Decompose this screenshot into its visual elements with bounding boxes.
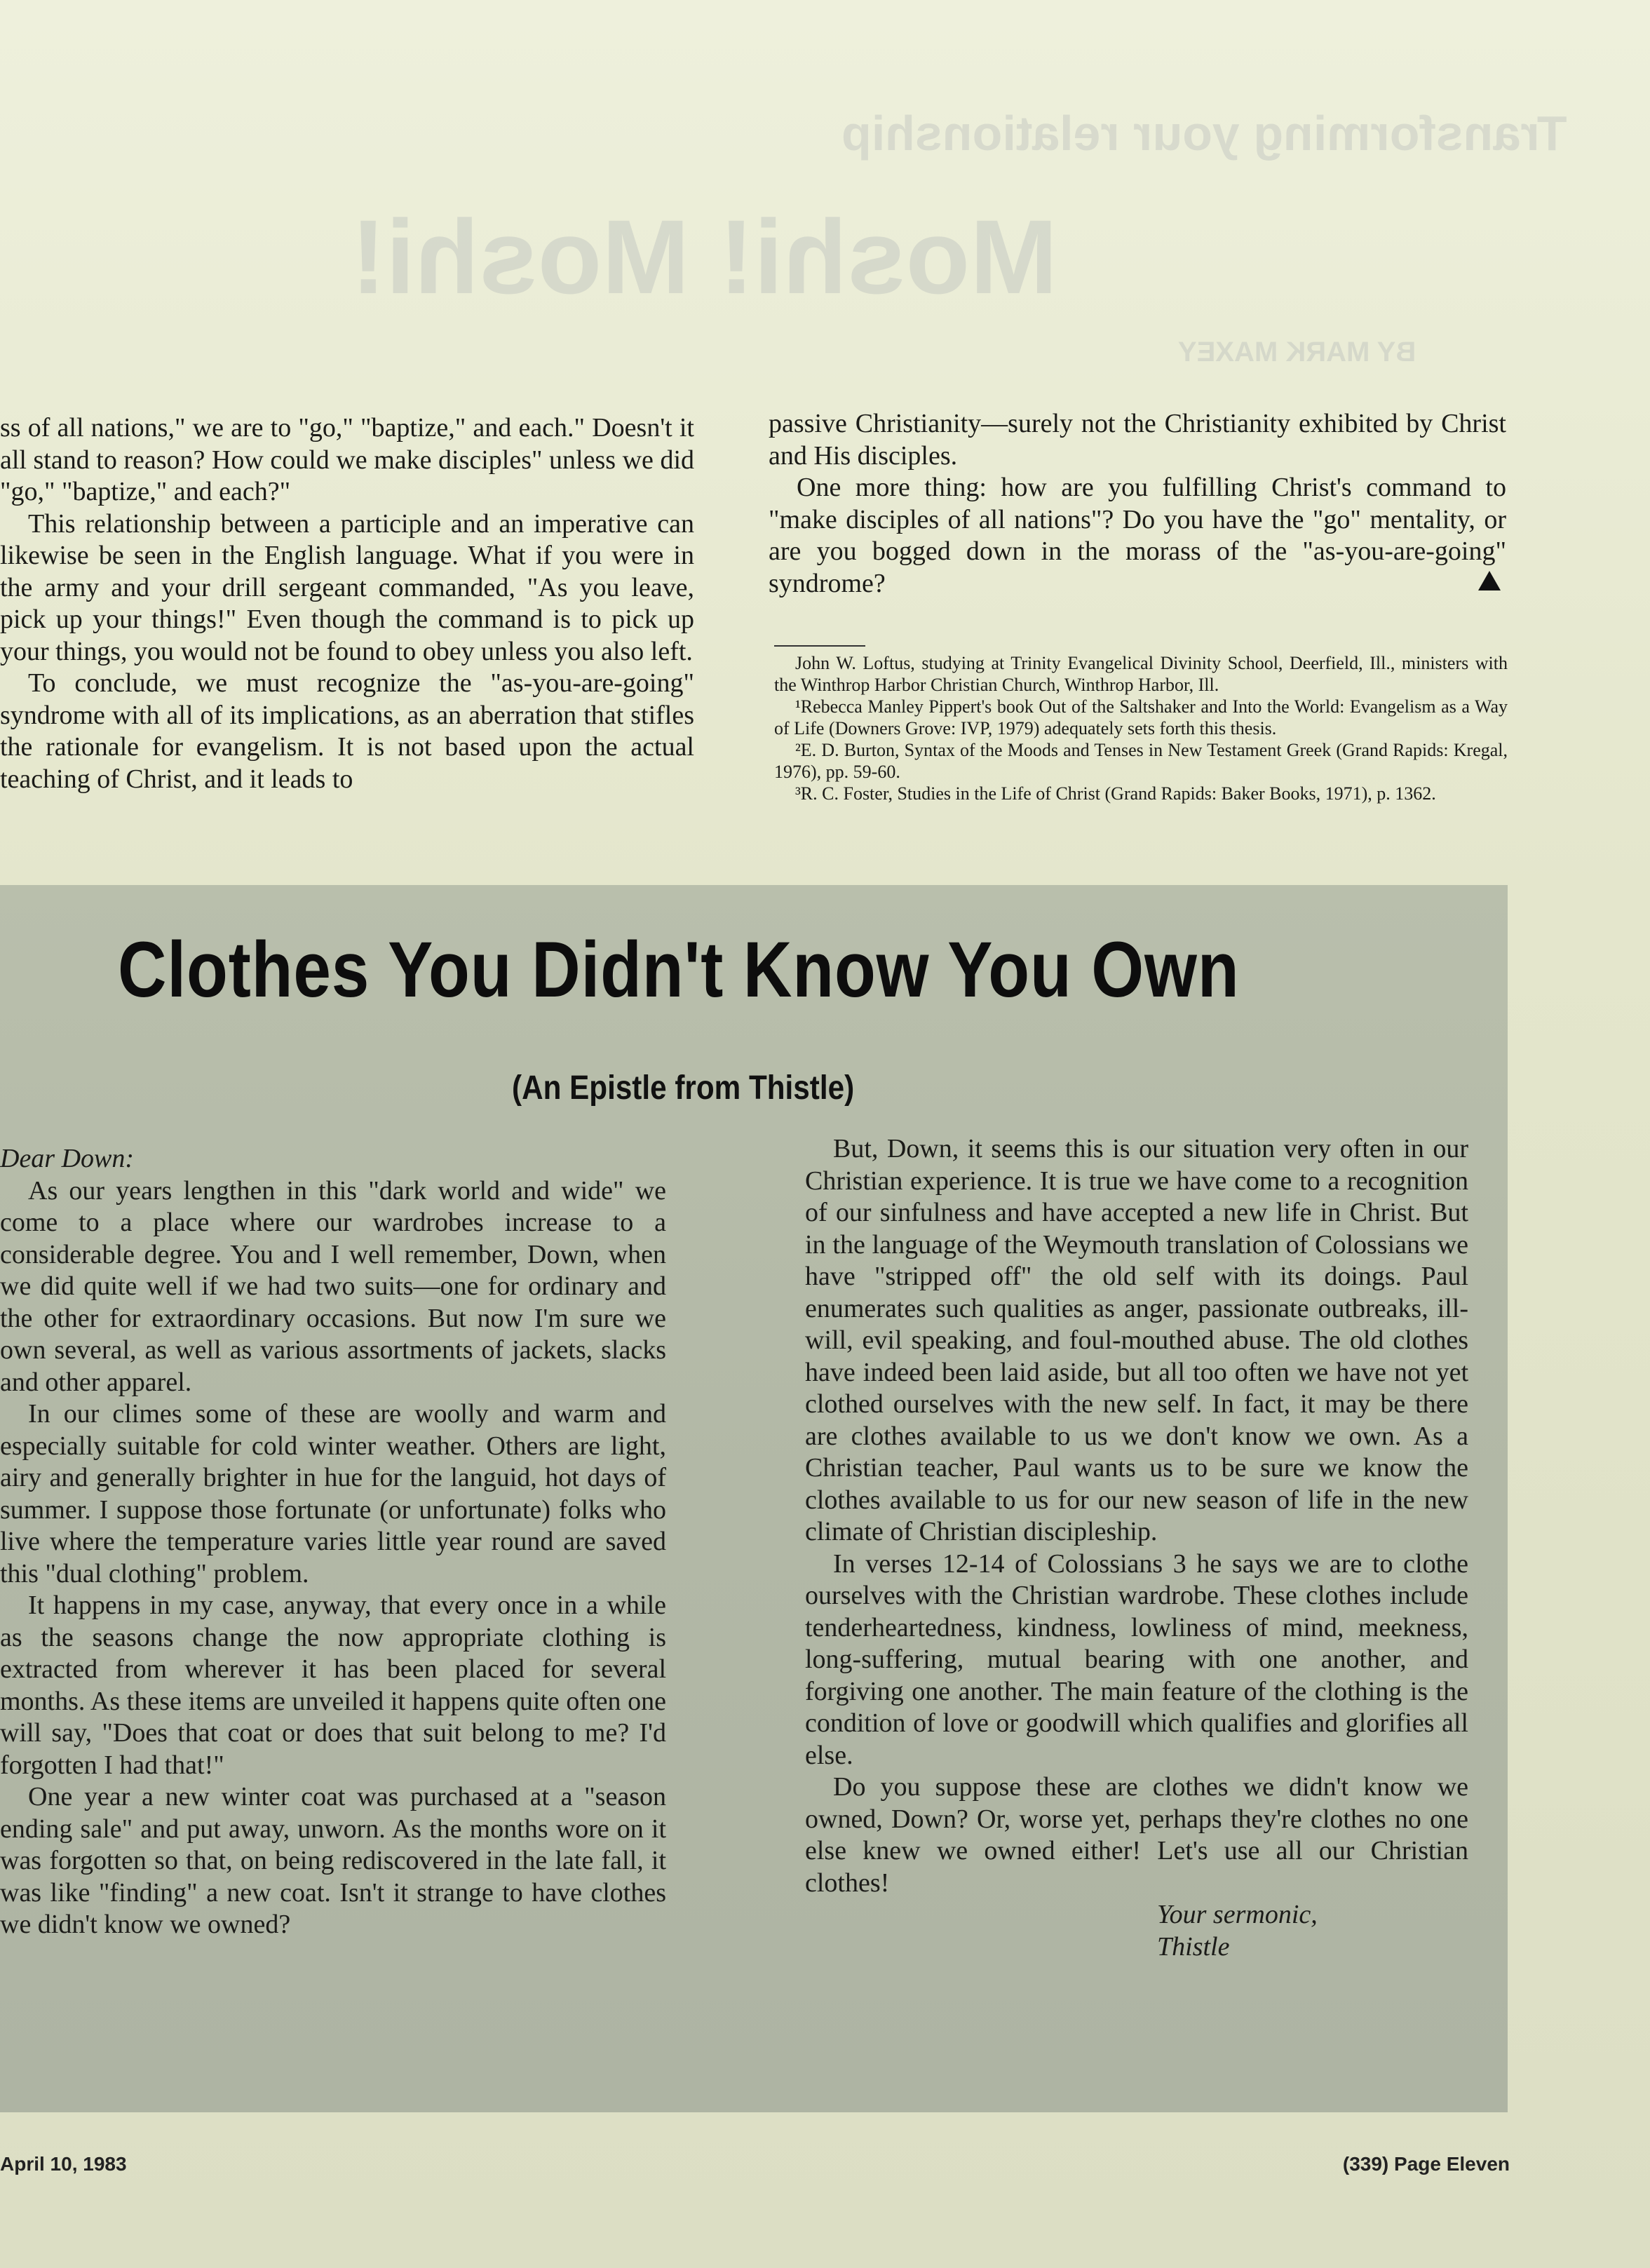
article-paragraph: To conclude, we must recognize the "as-you-are-going" syndrome with all of its implications, as an aberration that stifles the rationale for evangelism. It is not based upon the actual teaching of Christ, and it leads to: [0, 668, 694, 794]
epistle-signature: Thistle: [1157, 1931, 1230, 1962]
article-paragraph: ss of all nations," we are to "go," "baptize," and each." Doesn't it all stand to reason? How could we make disciples" unless we did "go," "baptize," and each?": [0, 413, 694, 506]
epistle-salutation: Dear Down:: [0, 1144, 135, 1173]
epistle-paragraph: One year a new winter coat was purchased at a "season ending sale" and put away, unworn. As the months wore on it was forgotten so that, on being rediscovered in the late fall, it was like "finding" a new coat. Isn't it strange to have clothes we didn't know we owned?: [0, 1782, 666, 1939]
footnote: ¹Rebecca Manley Pippert's book Out of the Saltshaker and Into the World: Evangelism as a Way of Life (Downers Grove: IVP, 1979) adequately sets forth this thesis.: [774, 696, 1508, 738]
article-paragraph-text: One more thing: how are you fulfilling Christ's command to "make disciples of all nations"? Do you have the "go" mentality, or are you bogged down in the morass of the "as-you-are-going" syndrome?: [769, 473, 1506, 598]
epistle-paragraph: But, Down, it seems this is our situation very often in our Christian experience. It is true we have come to a recognition of our sinfulness and have accepted a new life in Christ. But in the language of the Weymouth translation of Colossians we have "stripped off" the old self with its doings. Paul enumerates such qualities as anger, passionate outbreaks, ill-will, evil speaking, and foul-mouthed abuse. The old clothes have indeed been laid aside, but all too often we have not yet clothed ourselves with the new self. In fact, it may be there are clothes available to us we don't know we own. As a Christian teacher, Paul wants us to be sure we know the clothes available to us for our new season of life in the new climate of Christian discipleship.: [805, 1134, 1468, 1546]
footnotes: [774, 652, 1508, 804]
article-paragraph: passive Christianity—surely not the Christianity exhibited by Christ and His disciples.: [769, 409, 1506, 471]
article-continuation-left-column: [0, 412, 694, 795]
footnote-divider: [774, 645, 865, 647]
footnote: ³R. C. Foster, Studies in the Life of Christ (Grand Rapids: Baker Books, 1971), p. 1362.: [795, 783, 1436, 804]
footnote: ²E. D. Burton, Syntax of the Moods and Tenses in New Testament Greek (Grand Rapids: Kregal, 1976), pp. 59-60.: [774, 740, 1508, 782]
article-paragraph: [769, 472, 1506, 600]
epistle-paragraph: As our years lengthen in this "dark world and wide" we come to a place where our wardrobes increase to a considerable degree. You and I well remember, Down, when we did quite well if we had two suits—one for ordinary and the other for extraordinary occasions. But now I'm sure we own several, as well as various assortments of jackets, slacks and other apparel.: [0, 1175, 666, 1397]
bleed-through-kicker: Transforming your relationship: [841, 106, 1567, 161]
article-continuation-right-column: [769, 408, 1506, 600]
epistle-subtitle: (An Epistle from Thistle): [512, 1069, 855, 1107]
author-note: John W. Loftus, studying at Trinity Evangelical Divinity School, Deerfield, Ill., ministers with the Winthrop Harbor Christian Church, Winthrop Harbor, Ill.: [774, 653, 1508, 695]
bleed-through-byline: BY MARK MAXEY: [1178, 337, 1416, 367]
epistle-paragraph: Do you suppose these are clothes we didn't know we owned, Down? Or, worse yet, perhaps they're clothes no one else knew we owned either! Let's use all our Christian clothes!: [805, 1772, 1468, 1898]
bleed-through-headline: Moshi! Moshi!: [351, 198, 1058, 316]
end-of-article-triangle-icon: [1478, 571, 1501, 590]
epistle-paragraph: It happens in my case, anyway, that every once in a while as the seasons change the now appropriate clothing is extracted from wherever it has been placed for several months. As these items are unveiled it happens quite often one will say, "Does that coat or does that suit belong to me? I'd forgotten I had that!": [0, 1591, 666, 1780]
epistle-right-column: [805, 1133, 1468, 1963]
article-paragraph: This relationship between a participle and an imperative can likewise be seen in the English language. What if you were in the army and your drill sergeant commanded, "As you leave, pick up your things!" Even though the command is to pick up your things, you would not be found to obey unless you also left.: [0, 508, 694, 666]
epistle-title: Clothes You Didn't Know You Own: [118, 926, 1240, 1013]
epistle-paragraph: In our climes some of these are woolly and warm and especially suitable for cold winter weather. Others are light, airy and generally brighter in hue for the languid, hot days of summer. I suppose those fortunate (or unfortunate) folks who live where the temperature varies little year round are saved this "dual clothing" problem.: [0, 1399, 666, 1588]
epistle-closing-line: Your sermonic,: [1157, 1900, 1318, 1929]
epistle-paragraph: In verses 12-14 of Colossians 3 he says we are to clothe ourselves with the Christian wardrobe. These clothes include tenderheartedness, kindness, lowliness of mind, meekness, long-suffering, mutual bearing with one another, and forgiving one another. The main feature of the clothing is the condition of love or goodwill which qualifies and glorifies all else.: [805, 1548, 1468, 1770]
issue-date: April 10, 1983: [0, 2153, 127, 2175]
epistle-left-column: [0, 1143, 666, 1941]
page-number: (339) Page Eleven: [1342, 2153, 1510, 2175]
